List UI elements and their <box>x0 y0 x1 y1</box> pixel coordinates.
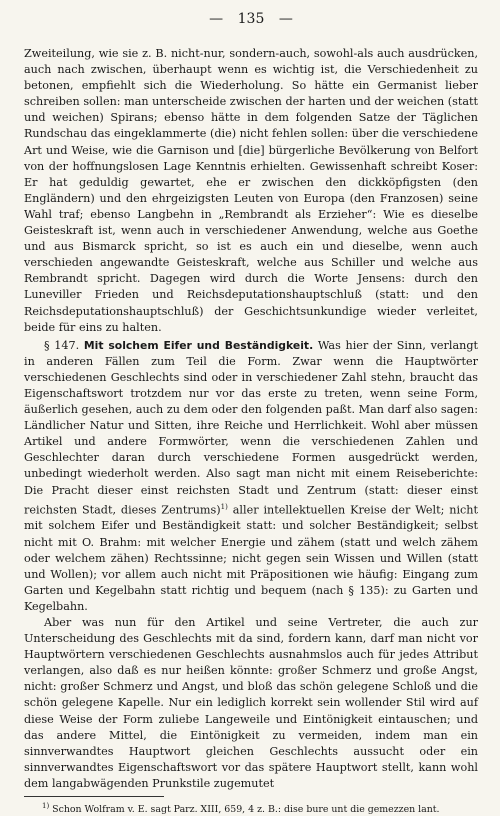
paragraph-3: Aber was nun für den Artikel und seine Vertreter, die auch zur Unterscheidung des Geschlechts mit da sind, fordern kann, darf man nicht vor Hauptwörtern verschiedenen Geschlechts ausnahmslos auch für jedes Attribut verlangen, also daß es nur heißen könnte: großer Schmerz und große Angst, nicht: großer Schmerz und Angst, und bloß das schön gelegene Schloß und die schön gelegene Kapelle. Nur ein lediglich korrekt sein wollender Stil wird auf diese Weise der Form zuliebe Langeweile und Eintönigkeit eintauschen; und das andere Mittel, die Eintönigkeit zu vermeiden, indem man ein sinnverwandtes Hauptwort gleichen Geschlechts aussucht oder ein sinnverwandtes Eigenschaftswort vor das spätere Hauptwort stellt, kann wohl dem langabwägenden Prunkstile zugemutet <box>24 616 478 790</box>
paragraph-2 <box>24 338 478 615</box>
footnote-mark: 1) <box>42 802 50 811</box>
section-number: § 147. <box>44 338 80 352</box>
header-dash-right: — <box>278 11 293 27</box>
footnote-reference[interactable]: 1) <box>220 502 228 511</box>
paragraph-2-continued: aller intellektuellen Kreise der Welt; nicht mit solchem Eifer und Beständigkeit statt: und solcher Beständigkeit; selbst nicht mit O. Brahm: mit welcher Energie und zähem (statt und welch zähem oder welchem zähen) Rechtssinne; nicht gegen sein Wissen und Willen (statt und Wollen); vor allem auch nicht mit Präpositionen wie häufig: Eingang zum Garten und Kegelbahn statt richtig und bequem (nach § 135): zu Garten und Kegelbahn. <box>24 503 478 613</box>
body-text <box>24 46 478 792</box>
footnote <box>24 800 478 816</box>
section-title: Mit solchem Eifer und Beständigkeit. <box>83 338 314 352</box>
footnote-divider <box>24 796 164 797</box>
paragraph-1: Zweiteilung, wie sie z. B. nicht-nur, sondern-auch, sowohl-als auch ausdrücken, auch nach zwischen, überhaupt wenn es wichtig ist, die Verschiedenheit zu betonen, empfiehlt sich die Wiederholung. So hätte ein Germanist lieber schreiben sollen: man unterscheide zwischen der harten und der weichen (statt und weichen) Spirans; ebenso hätte in dem folgenden Satze der Täglichen Rundschau das eingeklammerte (die) nicht fehlen sollen: über die verschiedene Art und Weise, wie die Garnison und [die] bürgerliche Bevölkerung von Belfort von der hoffnungslosen Lage Kenntnis erhielten. Gewissenhaft schreibt Koser: Er hat geduldig gewartet, ehe er zwischen den dickköpfigsten (den Engländern) und den ehrgeizigsten Leuten von Europa (den Franzosen) seine Wahl traf; ebenso Langbehn in „Rembrandt als Erzieher“: Wie es dieselbe Geisteskraft ist, wenn auch in verschiedener Anwendung, welche aus Goethe und aus Bismarck spricht, so ist es auch ein und dieselbe, wenn auch verschieden angewandte Geisteskraft, welche aus Schiller und welche aus Rembrandt spricht. Dagegen wird durch die Worte Jensens: durch den Luneviller Frieden und Reichsdeputationshauptschluß (statt: und den Reichsdeputationshauptschluß) der Geschichtsunkundige wieder verleitet, beide für eins zu halten. <box>24 47 478 334</box>
footnote-text: Schon Wolfram v. E. sagt Parz. XIII, 659, 4 z. B.: dise bure unt die gemezzen lant. <box>49 804 440 816</box>
header-dash-left: — <box>209 11 224 27</box>
paragraph-2-text: Was hier der Sinn, verlangt in anderen Fällen zum Teil die Form. Zwar wenn die Hauptwörter verschiedenen Geschlechts sind oder in verschiedener Zahl stehn, braucht das Eigenschaftswort trotzdem nur vor das erste zu treten, wenn seine Form, äußerlich gesehen, auch zu dem oder den folgenden paßt. Man darf also sagen: Ländlicher Natur und Sitten, ihre Reiche und Herrlichkeit. Wohl aber müssen Artikel und andere Formwörter, wenn die verschiedenen Zahlen und Geschlechter daran durch verschiedene Formen ausgedrückt werden, unbedingt wiederholt werden. Also sagt man nicht mit einem Reiseberichte: Die Pracht dieser einst reichsten Stadt und Zentrum (statt: dieser einst reichsten Stadt, dieses Zentrums) <box>24 338 479 517</box>
page-header <box>24 10 478 28</box>
page-number: 135 <box>237 11 265 27</box>
